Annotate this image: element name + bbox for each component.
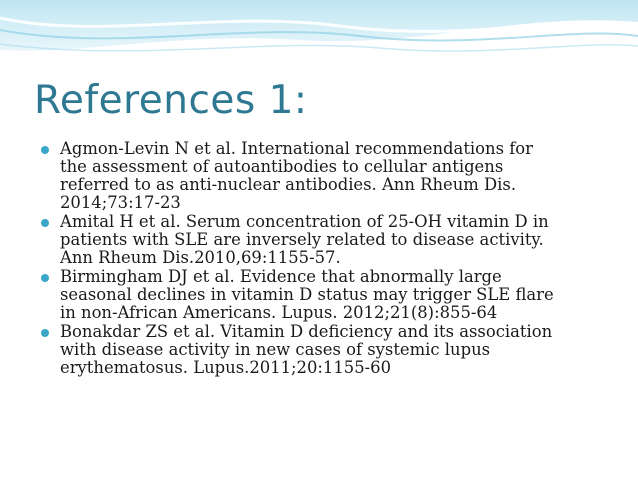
- header-wave-decoration: [0, 0, 638, 70]
- reference-line: referred to as anti-nuclear antibodies. Ann Rheum Dis.: [60, 175, 517, 194]
- bullet-icon: [41, 219, 49, 227]
- bullet-icon: [41, 329, 49, 337]
- reference-item: [38, 213, 618, 267]
- reference-item: [38, 140, 618, 212]
- reference-line: erythematosus. Lupus.2011;20:1155-60: [60, 358, 392, 377]
- slide-title: References 1:: [34, 78, 308, 123]
- reference-line: seasonal declines in vitamin D status may trigger SLE flare: [60, 285, 554, 304]
- reference-line: the assessment of autoantibodies to cellular antigens: [60, 157, 504, 176]
- bullet-icon: [41, 274, 49, 282]
- reference-line: Ann Rheum Dis.2010,69:1155-57.: [60, 248, 341, 267]
- reference-line: Agmon-Levin N et al. International recommendations for: [60, 139, 533, 158]
- reference-line: with disease activity in new cases of systemic lupus: [60, 340, 491, 359]
- reference-line: Birmingham DJ et al. Evidence that abnormally large: [60, 267, 502, 286]
- reference-line: 2014;73:17-23: [60, 193, 181, 212]
- reference-line: patients with SLE are inversely related to disease activity.: [60, 230, 544, 249]
- reference-line: in non-African Americans. Lupus. 2012;21(8):855-64: [60, 303, 498, 322]
- reference-line: Bonakdar ZS et al. Vitamin D deficiency and its association: [60, 322, 553, 341]
- bullet-icon: [41, 146, 49, 154]
- references-list: [38, 140, 618, 378]
- reference-item: [38, 323, 618, 377]
- reference-line: Amital H et al. Serum concentration of 25-OH vitamin D in: [60, 212, 549, 231]
- reference-item: [38, 268, 618, 322]
